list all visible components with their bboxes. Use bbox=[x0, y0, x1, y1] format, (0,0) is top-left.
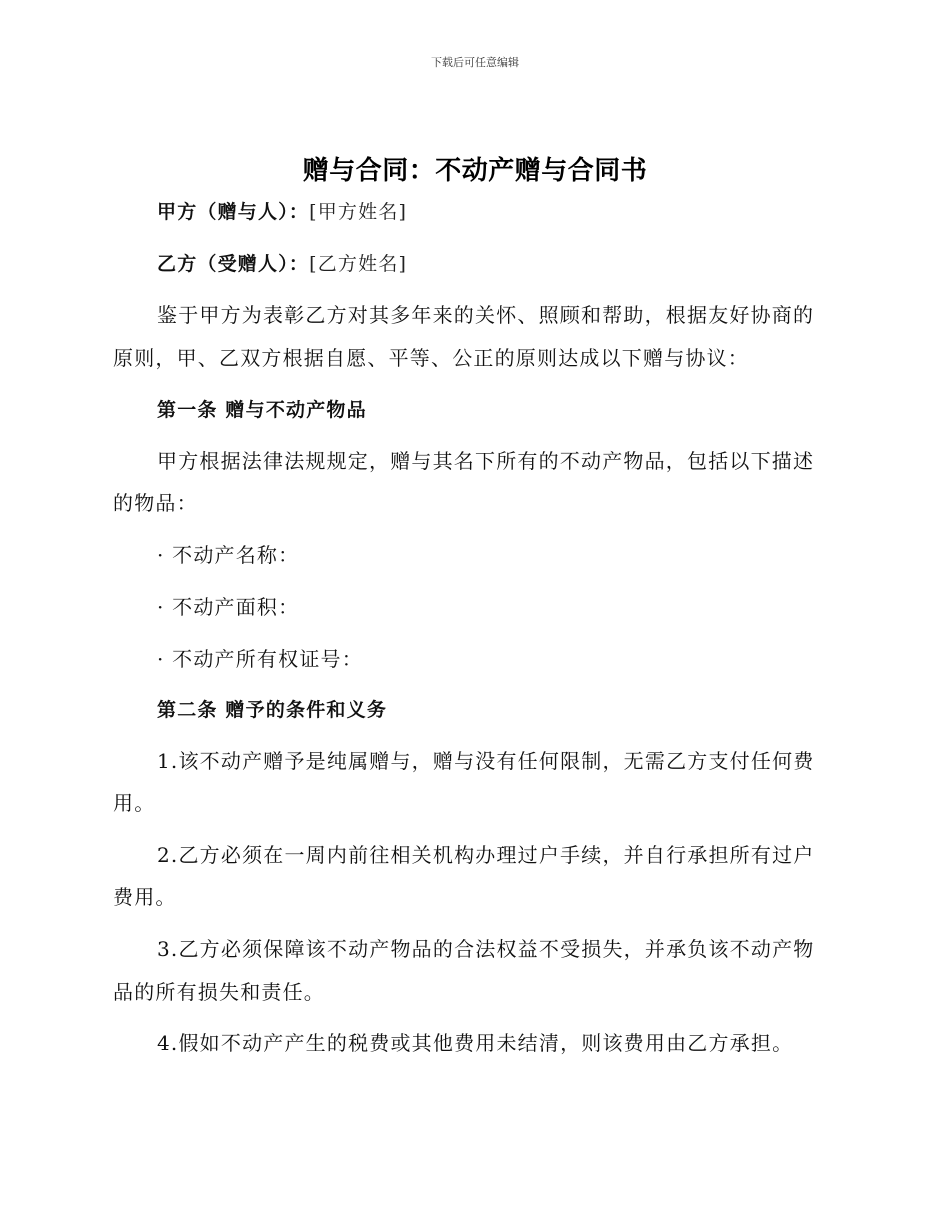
clause-3-line-2: 品的所有损失和责任。 bbox=[113, 980, 325, 1004]
party-a-value: [甲方姓名] bbox=[309, 201, 408, 223]
clause-1-line-2: 用。 bbox=[113, 791, 156, 815]
clause-2-line-1: 2.乙方必须在一周内前往相关机构办理过户手续，并自行承担所有过户 bbox=[157, 843, 815, 867]
party-a-line bbox=[157, 198, 833, 225]
article-1-body-line-1: 甲方根据法律法规规定，赠与其名下所有的不动产物品，包括以下描述 bbox=[157, 449, 815, 473]
party-b-value: [乙方姓名] bbox=[309, 253, 408, 275]
document-title: 赠与合同：不动产赠与合同书 bbox=[302, 156, 648, 186]
preamble-line-2: 原则，甲、乙双方根据自愿、平等、公正的原则达成以下赠与协议： bbox=[113, 346, 749, 370]
party-b-line bbox=[157, 250, 833, 277]
clause-1-line-1: 1.该不动产赠予是纯属赠与，赠与没有任何限制，无需乙方支付任何费 bbox=[157, 749, 815, 773]
list-item-property-name: · 不动产名称： bbox=[157, 543, 300, 567]
article-1-heading: 第一条 赠与不动产物品 bbox=[157, 399, 367, 421]
party-a-label: 甲方（赠与人）： bbox=[157, 201, 310, 223]
clause-3-line-1: 3.乙方必须保障该不动产物品的合法权益不受损失，并承负该不动产物 bbox=[157, 937, 815, 961]
party-b-label: 乙方（受赠人）： bbox=[157, 253, 310, 275]
list-item-property-area: · 不动产面积： bbox=[157, 595, 300, 619]
preamble-line-1: 鉴于甲方为表彰乙方对其多年来的关怀、照顾和帮助，根据友好协商的 bbox=[157, 303, 815, 327]
article-1-body-line-2: 的物品： bbox=[113, 491, 198, 515]
list-item-property-certificate: · 不动产所有权证号： bbox=[157, 647, 363, 671]
clause-2-line-2: 费用。 bbox=[113, 885, 177, 909]
article-2-heading: 第二条 赠予的条件和义务 bbox=[157, 699, 388, 721]
clause-4-line-1: 4.假如不动产产生的税费或其他费用未结清，则该费用由乙方承担。 bbox=[157, 1031, 794, 1055]
header-note: 下载后可任意编辑 bbox=[431, 56, 519, 69]
